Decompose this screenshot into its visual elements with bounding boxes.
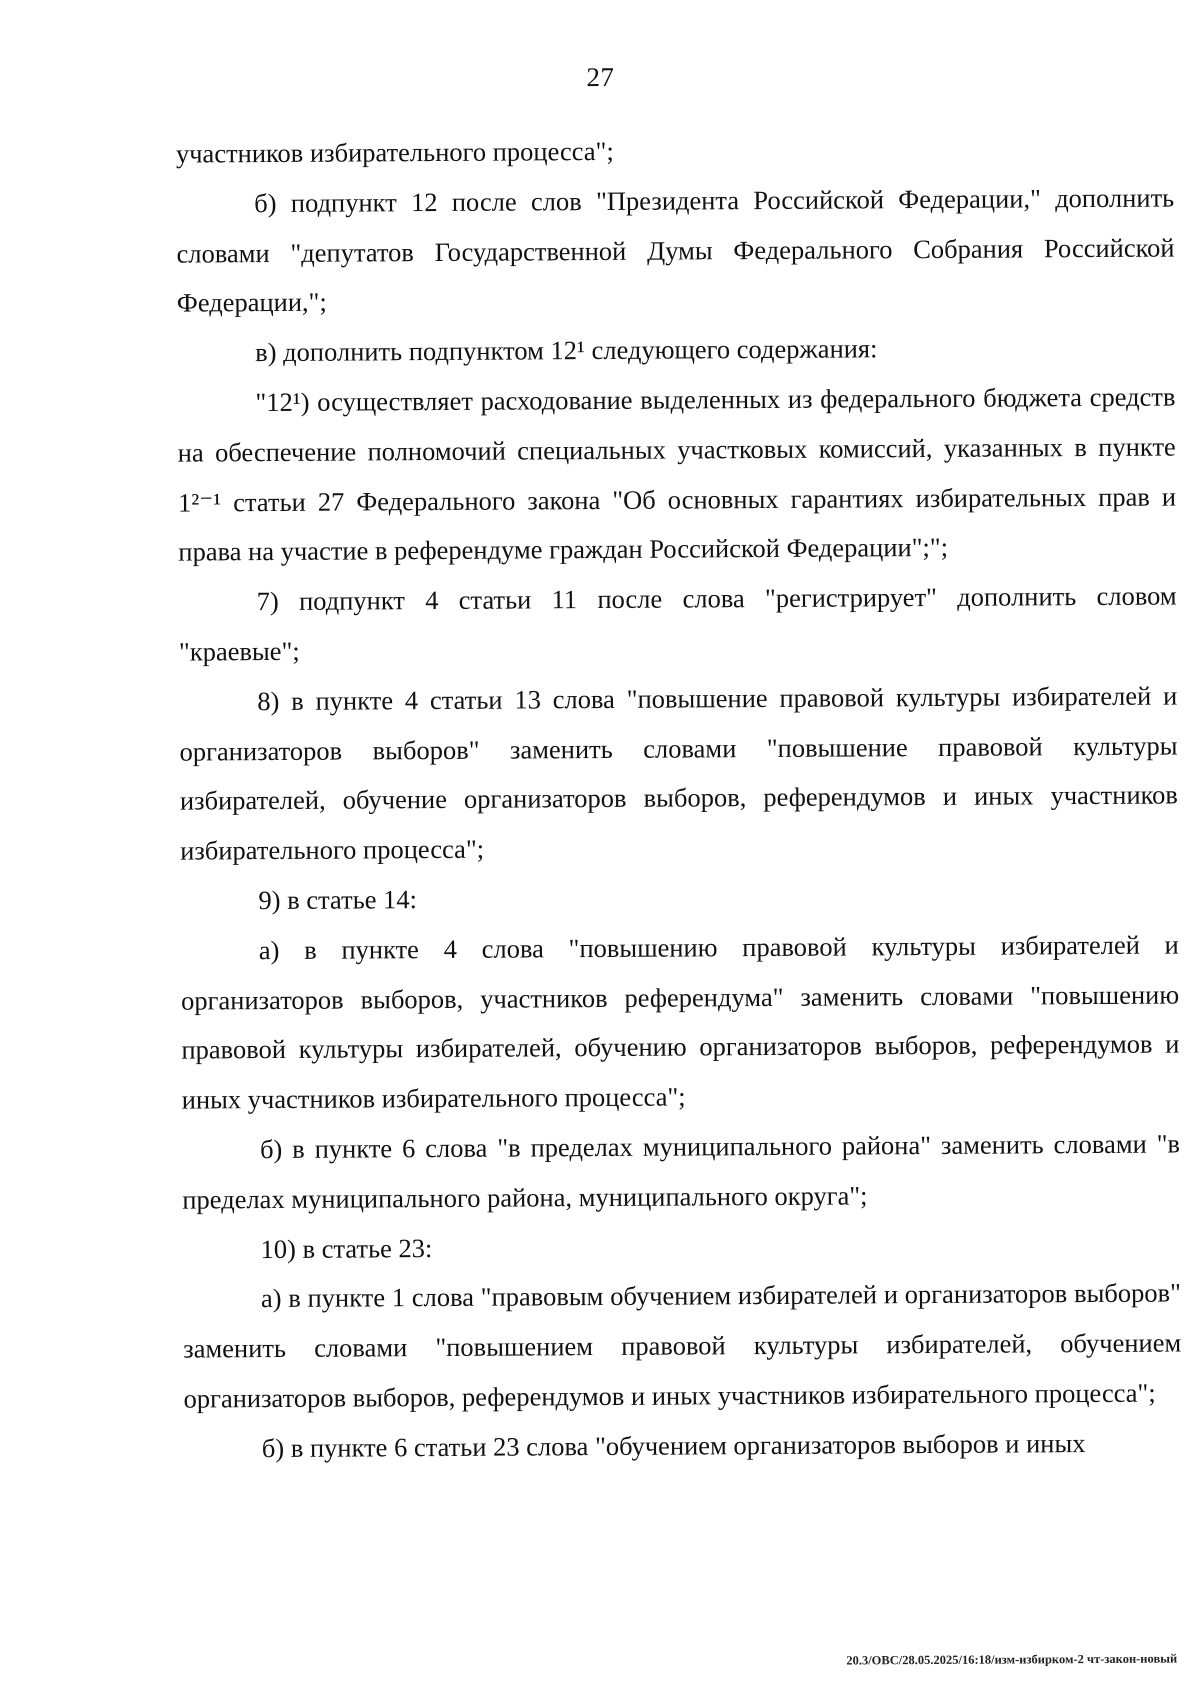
paragraph-item-9-a: а) в пункте 4 слова "повышению правовой культуры избирателей и организаторов выборов, участников референдума" заменить словами "повышению правовой культуры избирателей, обучению организаторов выборов, референдумов и иных участников избирательного процесса"; [181, 929, 1180, 1115]
page-number: 27 [586, 61, 615, 93]
paragraph-item-9: 9) в статье 14: [258, 884, 418, 916]
paragraph-item-7: 7) подпункт 4 статьи 11 после слова "регистрирует" дополнить словом "краевые"; [178, 580, 1177, 667]
paragraph-item-8: 8) в пункте 4 статьи 13 слова "повышение правовой культуры избирателей и организаторов выборов" заменить словами "повышение правовой культуры избирателей, обучение организаторов выборов, референдумов и иных участников избирательного процесса"; [179, 680, 1178, 866]
paragraph-item-9-b: б) в пункте 6 слова "в пределах муниципального района" заменить словами "в пределах муниципального района, муниципального округа"; [182, 1128, 1181, 1215]
paragraph-subitem-12-1-text: "12¹) осуществляет расходование выделенных из федерального бюджета средств на обеспечение полномочий специальных участковых комиссий, указанных в пункте 1²⁻¹ статьи 27 Федерального закона "Об основных гарантиях избирательных прав и права на участие в референдуме граждан Российской Федерации";"; [177, 381, 1177, 567]
document-body [176, 123, 1182, 1474]
paragraph-item-10-a: а) в пункте 1 слова "правовым обучением избирателей и организаторов выборов" заменить словами "повышением правовой культуры избирателей, обучением организаторов выборов, референдумов и иных участников избирательного процесса"; [183, 1277, 1182, 1414]
paragraph-item-10: 10) в статье 23: [260, 1232, 433, 1264]
paragraph-continuation: участников избирательного процесса"; [175, 135, 614, 169]
paragraph-item-10-b: б) в пункте 6 статьи 23 слова "обучением организаторов выборов и иных [261, 1427, 1086, 1463]
footer-document-stamp: 20.3/ОВС/28.05.2025/16:18/изм-избирком-2 чт-закон-новый [846, 1651, 1178, 1668]
paragraph-subitem-v: в) дополнить подпунктом 12¹ следующего содержания: [255, 333, 878, 368]
paragraph-subitem-b-12: б) подпункт 12 после слов "Президента Российской Федерации," дополнить словами "депутатов Государственной Думы Федерального Собрания Российской Федерации,"; [176, 182, 1175, 318]
